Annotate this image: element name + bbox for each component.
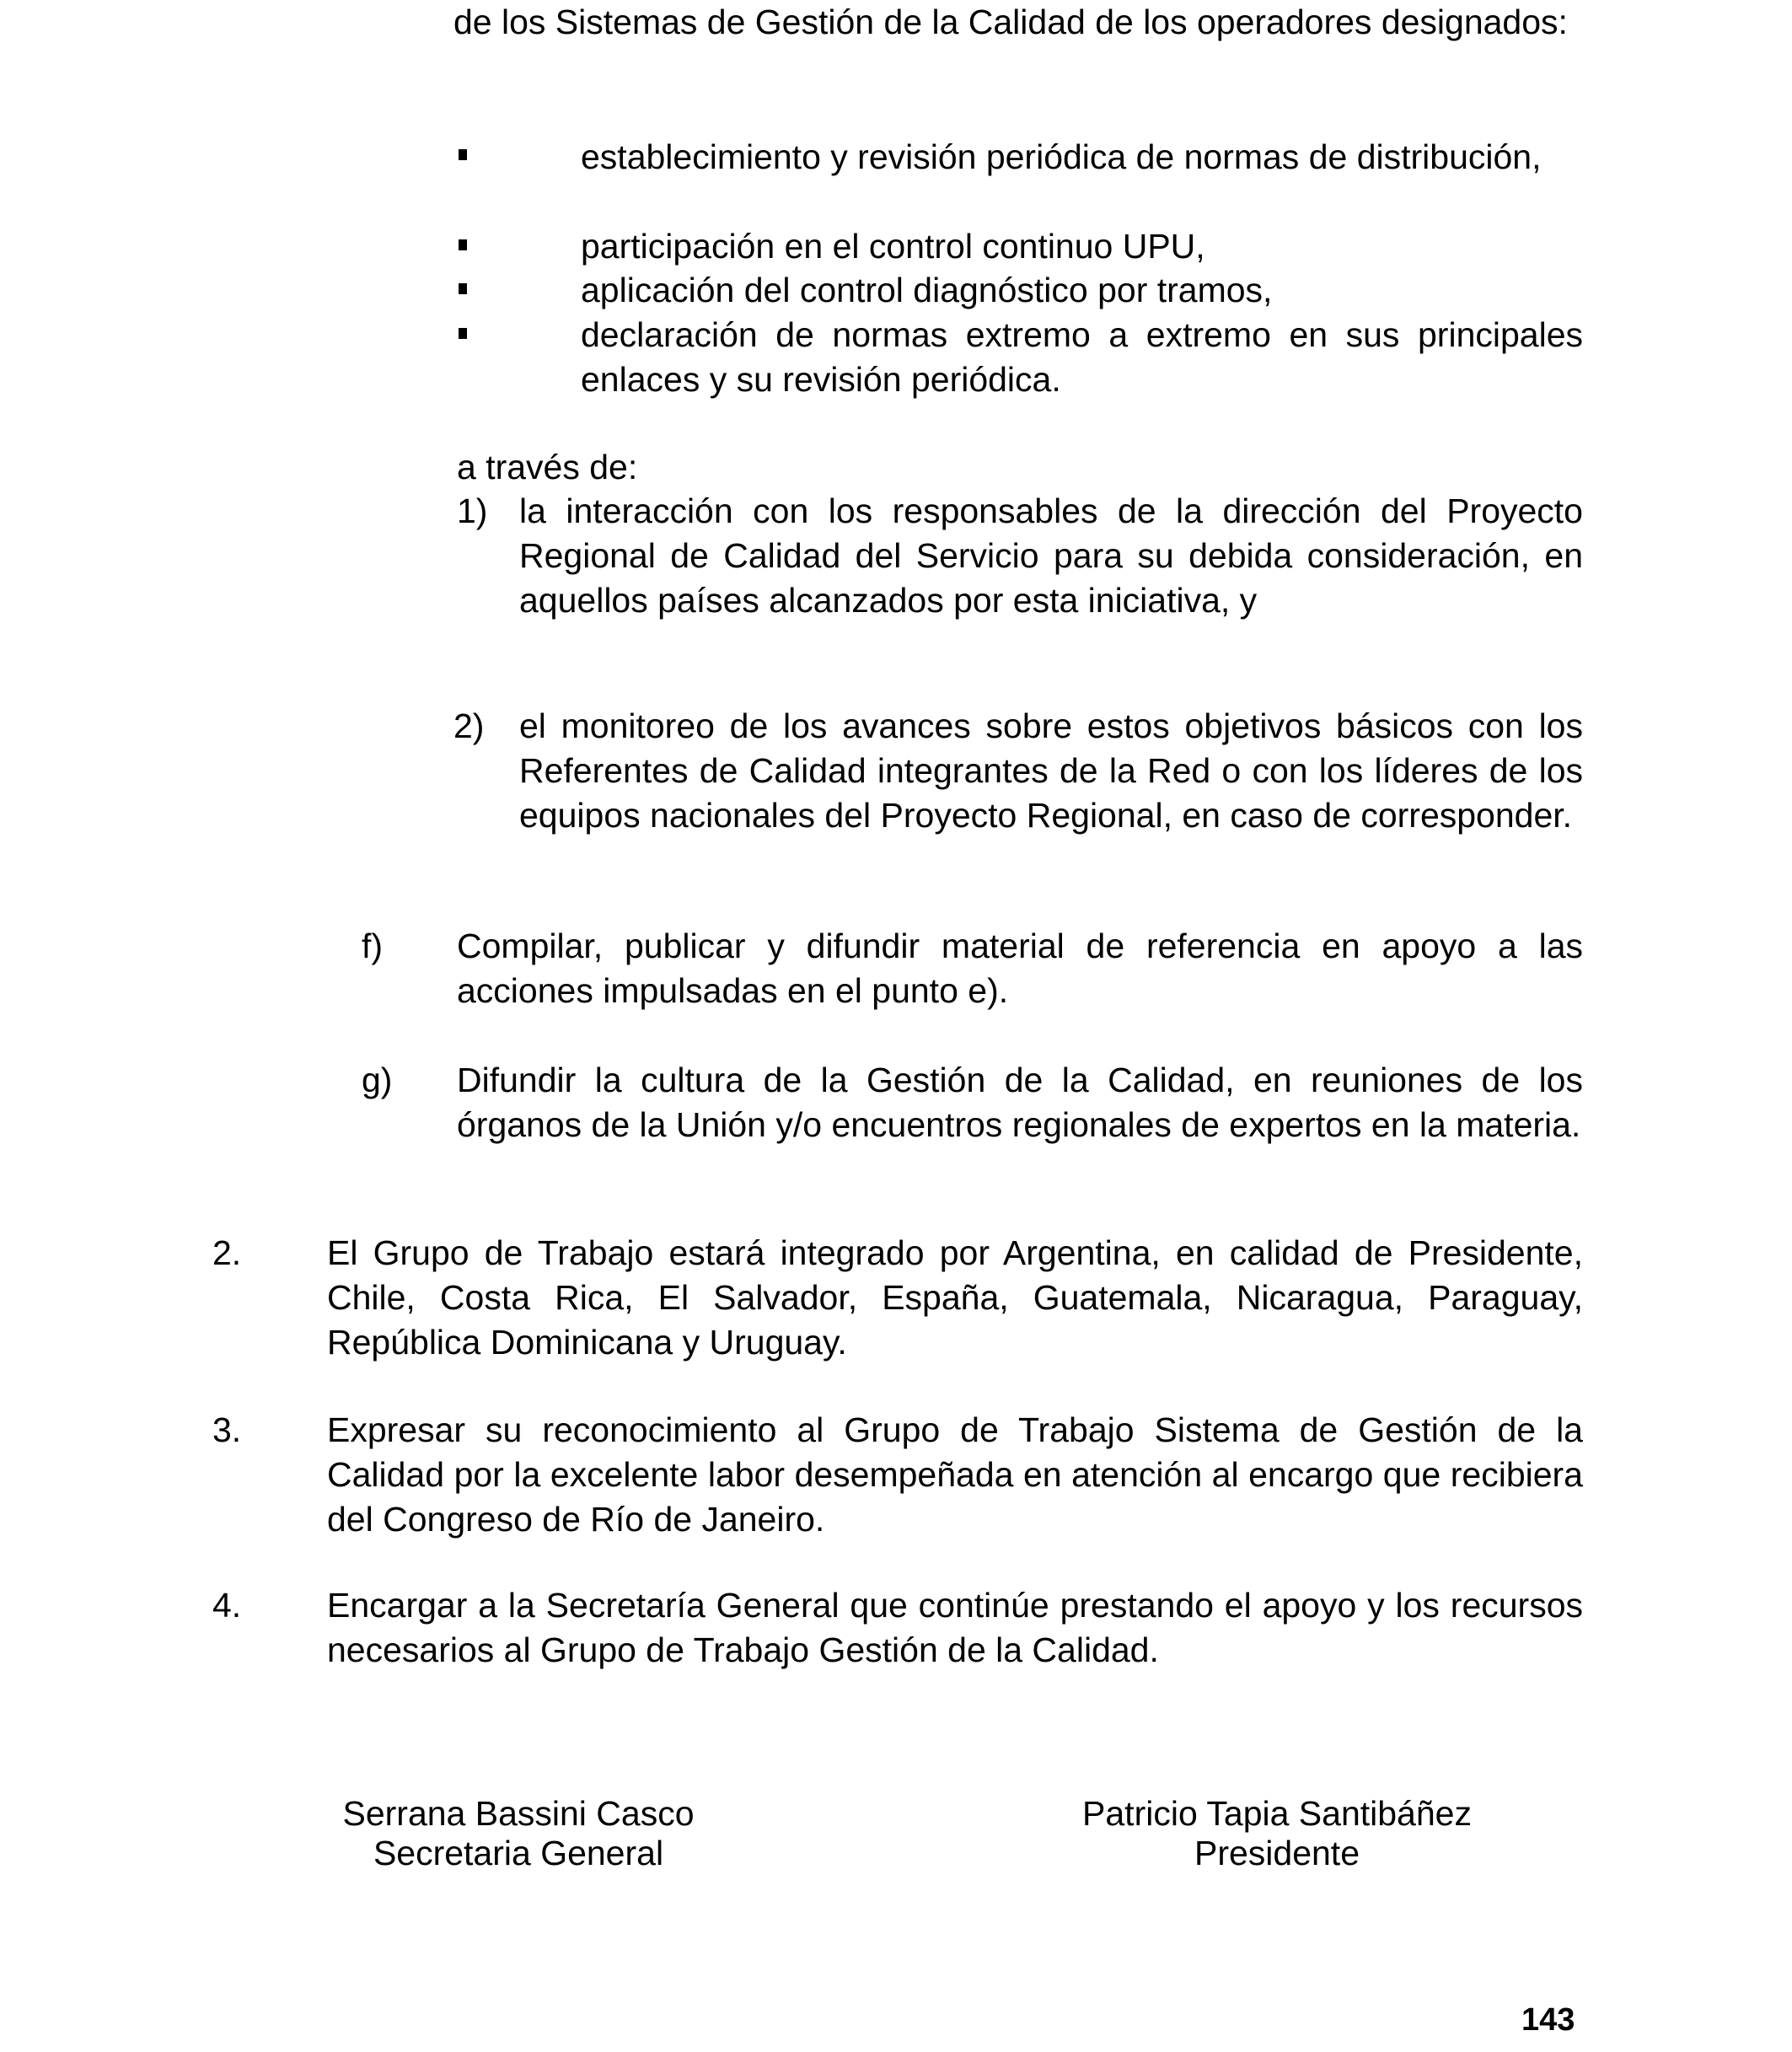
bullet-marker (459, 328, 467, 339)
numbered-item: el monitoreo de los avances sobre estos objetivos básicos con los Referentes de Calidad integrantes de la Red o con los líderes de los equipos nacionales del Proyecto Regional, en caso de corresponder. (519, 706, 1583, 835)
item-paragraph: El Grupo de Trabajo estará integrado por Argentina, en calidad de Presidente, Chile, Costa Rica, El Salvador, España, Guatemala, Nicaragua, Paraguay, República Dominicana y Uruguay. (327, 1233, 1583, 1362)
item-number: 3. (212, 1410, 242, 1449)
item-number: 4. (212, 1586, 242, 1625)
item-number: 2. (212, 1233, 242, 1272)
via-label: a través de: (457, 448, 638, 486)
numbered-item: la interacción con los responsables de la dirección del Proyecto Regional de Calidad del Servicio para su debida consideración, en aquellos países alcanzados por esta iniciativa, y (519, 492, 1583, 620)
letter-item: Compilar, publicar y difundir material de referencia en apoyo a las acciones impulsadas en el punto e). (457, 927, 1583, 1010)
signatory-name: Serrana Bassini Casco (342, 1794, 695, 1833)
signatory-title: Secretaria General (373, 1834, 664, 1872)
item-paragraph: Expresar su reconocimiento al Grupo de Trabajo Sistema de Gestión de la Calidad por la excelente labor desempeñada en atención al encargo que recibiera del Congreso de Río de Janeiro. (327, 1410, 1583, 1539)
bullet-marker (459, 149, 467, 160)
letter-label: g) (362, 1061, 393, 1099)
bullet-item: establecimiento y revisión periódica de normas de distribución, (581, 137, 1542, 176)
numbered-index: 2) (453, 706, 485, 745)
bullet-marker (459, 283, 467, 294)
item-paragraph: Encargar a la Secretaría General que continúe prestando el apoyo y los recursos necesarios al Grupo de Trabajo Gestión de la Calidad. (327, 1586, 1583, 1669)
signature-block-secretary (266, 1794, 771, 1873)
bullet-item: participación en el control continuo UPU, (581, 227, 1205, 266)
intro-paragraph: de los Sistemas de Gestión de la Calidad de los operadores designados: (453, 3, 1568, 41)
bullet-item: aplicación del control diagnóstico por tramos, (581, 271, 1273, 309)
signatory-title: Presidente (1194, 1834, 1360, 1872)
page-number: 143 (1521, 2002, 1575, 2038)
signature-block-president (1024, 1794, 1530, 1873)
letter-label: f) (362, 927, 384, 965)
bullet-marker (459, 239, 467, 250)
signatory-name: Patricio Tapia Santibáñez (1082, 1794, 1472, 1833)
numbered-index: 1) (457, 492, 488, 530)
bullet-item: declaración de normas extremo a extremo en sus principales enlaces y su revisión periódica. (581, 315, 1583, 399)
letter-item: Difundir la cultura de la Gestión de la Calidad, en reuniones de los órganos de la Unión y/o encuentros regionales de expertos en la materia. (457, 1061, 1583, 1144)
